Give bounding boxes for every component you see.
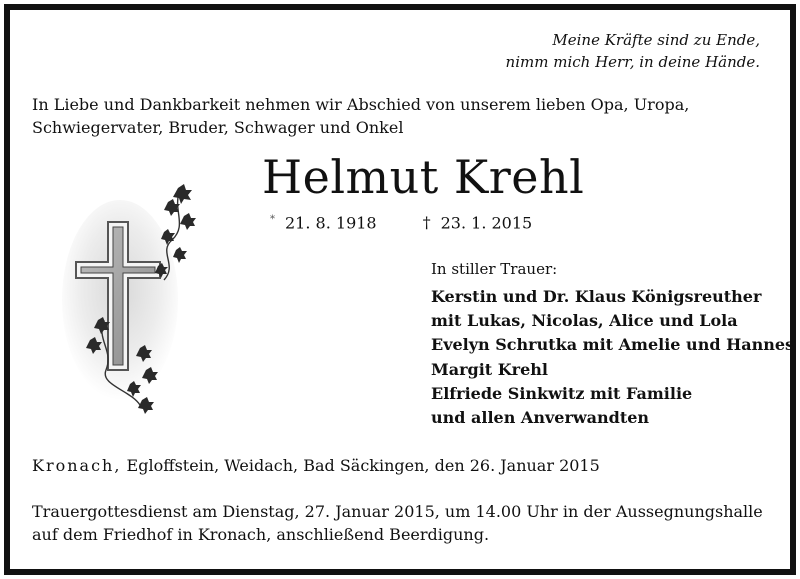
mourner-line: mit Lukas, Nicolas, Alice und Lola xyxy=(431,311,738,331)
mourner-line: Evelyn Schrutka mit Amelie und Hannes xyxy=(431,335,795,355)
mourner-line: Kerstin und Dr. Klaus Königsreuther xyxy=(431,287,762,306)
mourners-list xyxy=(431,285,794,430)
funeral-service-note: Trauergottesdienst am Dienstag, 27. Januar 2015, um 14.00 Uhr in der Aussegnungshalle auf dem Friedhof in Kronach, anschließend Beerdigung. xyxy=(32,502,763,544)
quote-line-2: nimm mich Herr, in deine Hände. xyxy=(505,53,760,71)
mourner-line: Margit Krehl xyxy=(431,359,548,379)
quote-line-1: Meine Kräfte sind zu Ende, xyxy=(552,31,760,49)
mourner-line: Elfriede Sinkwitz mit Familie xyxy=(431,383,693,403)
place-and-date xyxy=(32,455,600,477)
place-rest: Egloffstein, Weidach, Bad Säckingen, den 26. Januar 2015 xyxy=(121,456,600,475)
death-date: 23. 1. 2015 xyxy=(440,213,533,233)
death-symbol: † xyxy=(422,213,431,233)
mourning-label: In stiller Trauer: xyxy=(431,260,558,278)
quote xyxy=(500,29,760,73)
birth-date: 21. 8. 1918 xyxy=(285,213,377,233)
mourner-line: und allen Anverwandten xyxy=(431,408,650,428)
birth-symbol: * xyxy=(270,214,275,225)
life-dates xyxy=(270,208,532,235)
place-city: Kronach, xyxy=(32,456,122,475)
cross-with-ivy-icon xyxy=(60,180,200,420)
deceased-name: Helmut Krehl xyxy=(262,150,585,204)
intro-text: In Liebe und Dankbarkeit nehmen wir Abschied von unserem lieben Opa, Uropa, Schwiegervater, Bruder, Schwager und Onkel xyxy=(32,95,690,137)
